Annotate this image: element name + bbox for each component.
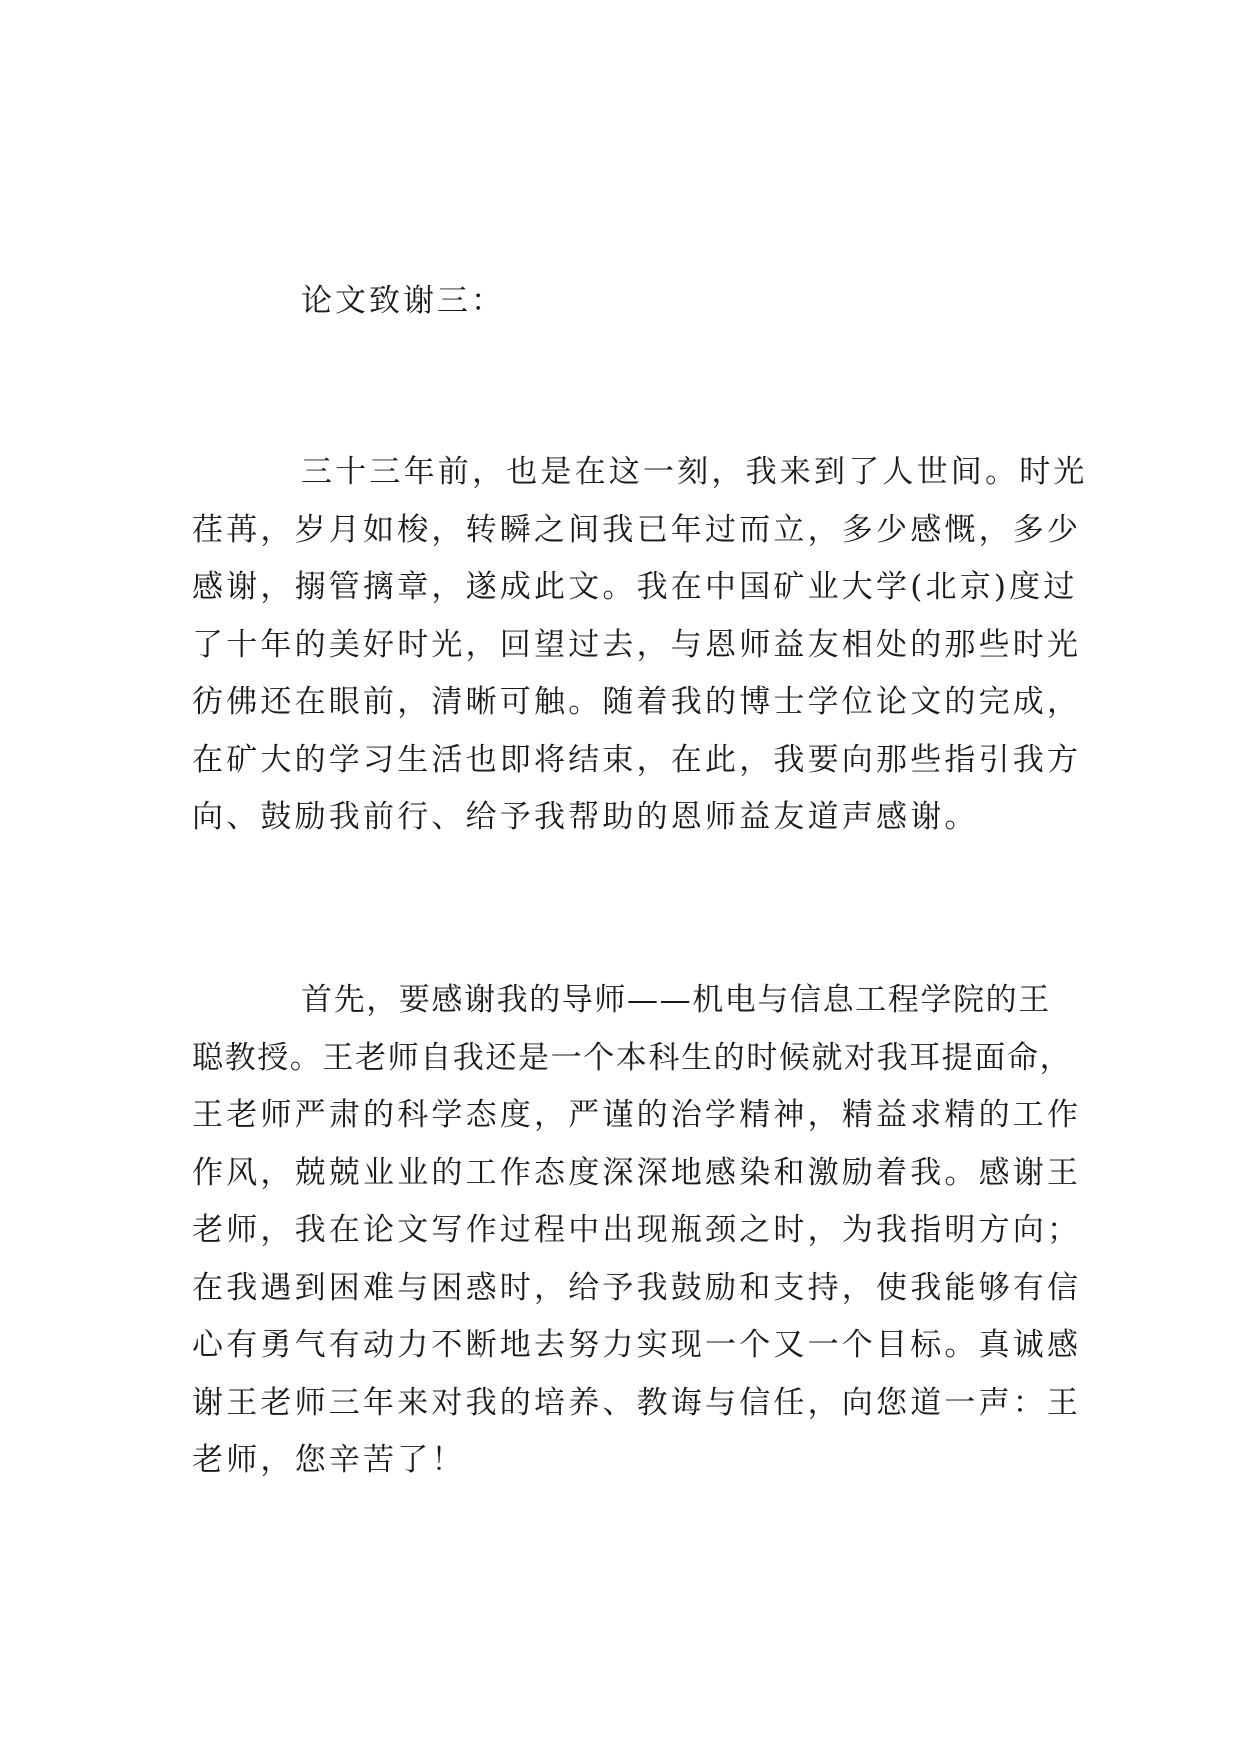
paragraph-line: 作风，兢兢业业的工作态度深深地感染和激励着我。感谢王 [192, 1154, 1082, 1191]
paragraph-line: 了十年的美好时光，回望过去，与恩师益友相处的那些时光 [192, 626, 1082, 663]
paragraph-line: 首先，要感谢我的导师——机电与信息工程学院的王 [301, 982, 1051, 1018]
paragraph-line: 心有勇气有动力不断地去努力实现一个又一个目标。真诚感 [192, 1327, 1082, 1363]
paragraph-line: 老师，您辛苦了！ [192, 1442, 466, 1478]
paragraph-line: 向、鼓励我前行、给予我帮助的恩师益友道声感谢。 [192, 799, 979, 835]
paragraph-line: 王老师严肃的科学态度，严谨的治学精神，精益求精的工作 [192, 1097, 1082, 1133]
paragraph-line: 老师，我在论文写作过程中出现瓶颈之时，为我指明方向； [192, 1212, 1082, 1248]
paragraph-line: 在我遇到困难与困惑时，给予我鼓励和支持，使我能够有信 [192, 1269, 1082, 1306]
paragraph-line: 荏苒，岁月如梭，转瞬之间我已年过而立，多少感慨，多少 [192, 511, 1082, 548]
paragraph-thanks-to-advisor [192, 972, 1081, 1490]
document-heading: 论文致谢三： [301, 283, 505, 319]
paragraph-birth-and-gratitude [192, 444, 1088, 847]
paragraph-line: 谢王老师三年来对我的培养、教诲与信任，向您道一声：王 [192, 1384, 1082, 1421]
paragraph-line: 三十三年前，也是在这一刻，我来到了人世间。时光 [301, 454, 1088, 490]
paragraph-line: 感谢，搦管摛章，遂成此文。我在中国矿业大学(北京)度过 [192, 569, 1078, 605]
paragraph-line: 聪教授。王老师自我还是一个本科生的时候就对我耳提面命， [192, 1039, 1073, 1076]
paragraph-line: 彷佛还在眼前，清晰可触。随着我的博士学位论文的完成， [192, 684, 1082, 720]
paragraph-line: 在矿大的学习生活也即将结束，在此，我要向那些指引我方 [192, 741, 1082, 778]
